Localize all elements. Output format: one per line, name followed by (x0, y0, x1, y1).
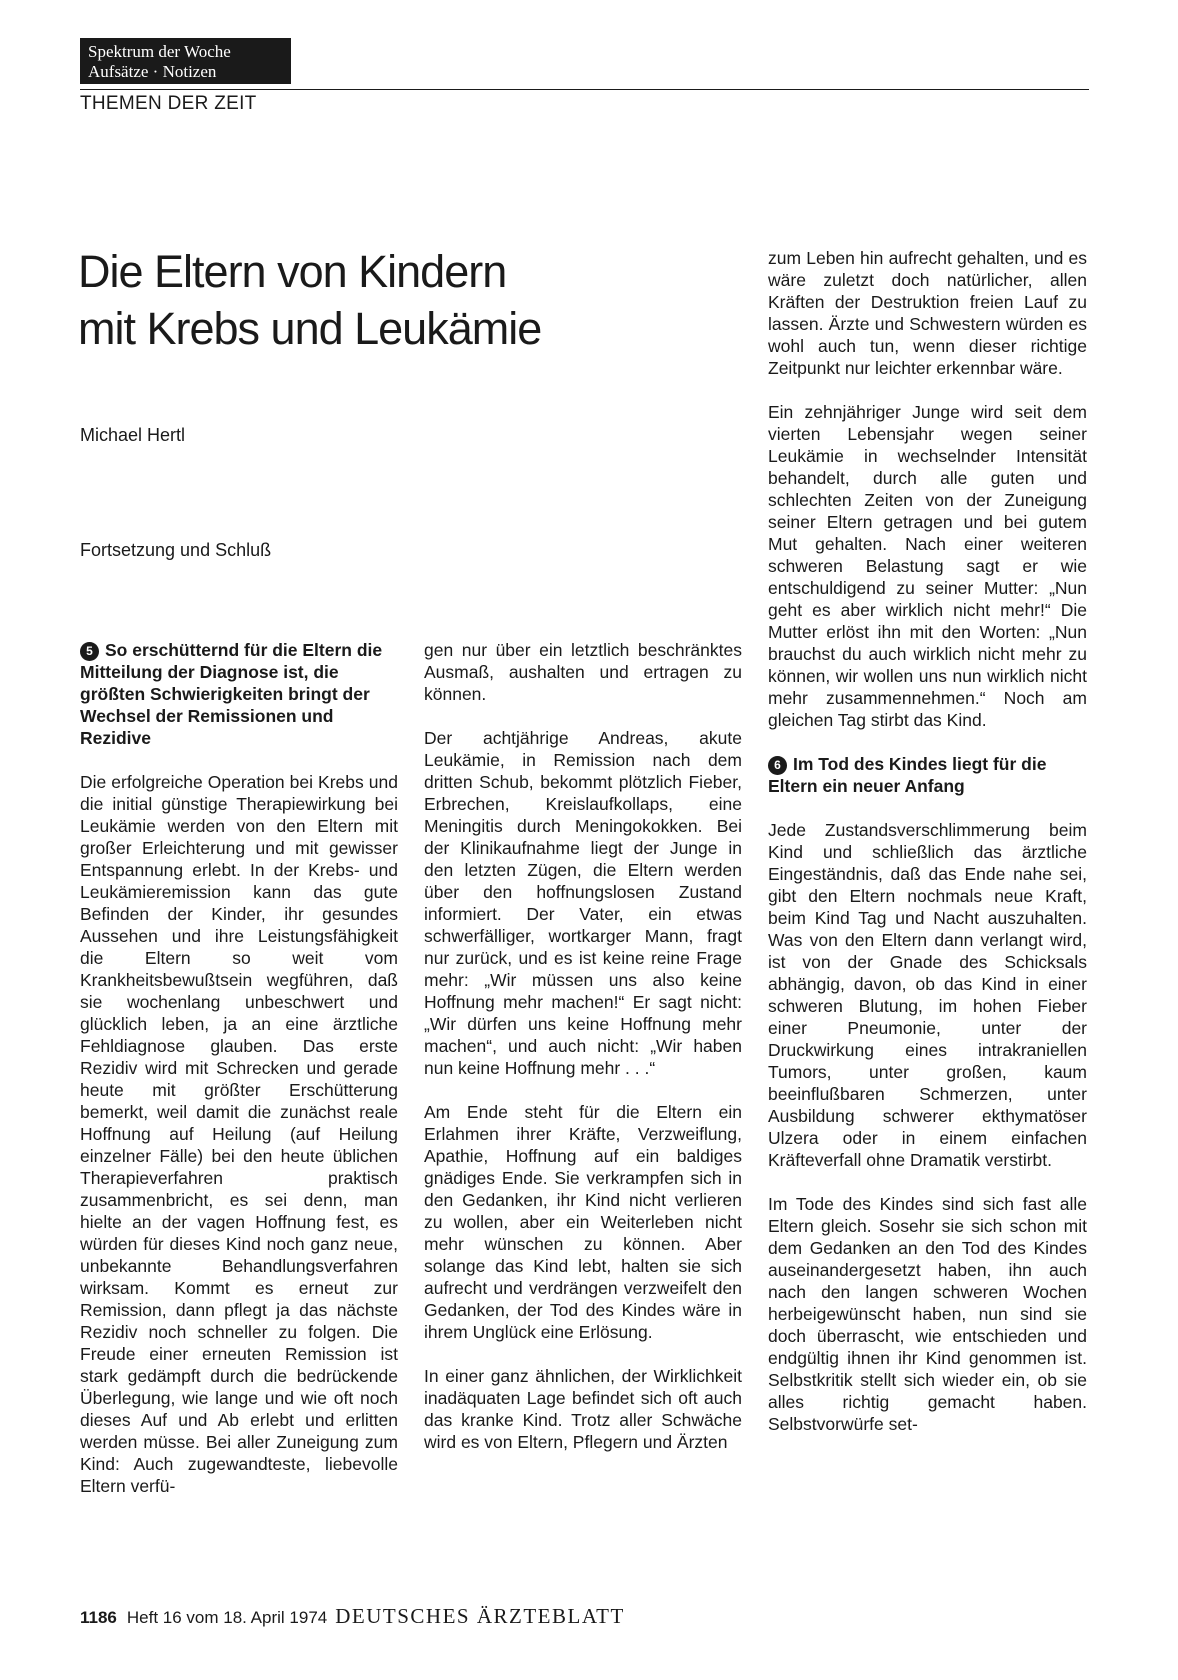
continuation-note: Fortsetzung und Schluß (80, 540, 272, 560)
paragraph: Am Ende steht für die Eltern ein Erlahmen ihrer Kräfte, Verzweiflung, Apathie, Hoffnung auf ein baldiges gnädiges Ende. Sie verkrampfen sich in den Gedanken, ihr Kind nicht verlieren zu wollen, aber ein Weiterleben nicht mehr wünschen zu können. Aber solange das Kind lebt, halten sie sich aufrecht und verdrängen verzweifelt den Gedanken, der Tod des Kindes wäre in ihrem Unglück eine Erlösung. (424, 1102, 742, 1342)
author: Michael Hertl (80, 425, 186, 445)
paragraph: Der achtjährige Andreas, akute Leukämie, in Remission nach dem dritten Schub, bekommt plötzlich Fieber, Erbrechen, Kreislaufkollaps, eine Meningitis durch Meningokokken. Bei der Klinikaufnahme liegt der Junge in den letzten Zügen, die Eltern werden über den hoffnungslosen Zustand informiert. Der Vater, ein etwas schwerfälliger, wortkarger Mann, fragt nur zurück, und es ist keine reine Frage mehr: „Wir müssen uns also keine Hoffnung mehr machen!“ Er sagt nicht: „Wir dürfen uns keine Hoffnung mehr machen“, und auch nicht: „Wir haben nun keine Hoffnung mehr . . .“ (424, 728, 742, 1078)
paragraph: gen nur über ein letztlich beschränktes Ausmaß, aushalten und ertragen zu können. (424, 640, 742, 704)
paragraph: In einer ganz ähnlichen, der Wirklichkeit inadäquaten Lage befindet sich oft auch das kranke Kind. Trotz aller Schwäche wird es von Eltern, Pflegern und Ärzten (424, 1366, 742, 1452)
column-3 (768, 247, 1087, 1435)
section-5-heading-text: So erschütternd für die Eltern die Mitteilung der Diagnose ist, die größten Schwierigkeiten bringt der Wechsel der Remissionen und Rezidive (80, 640, 383, 748)
section-box (80, 38, 291, 84)
magazine-name: DEUTSCHES ÄRZTEBLATT (335, 1604, 625, 1628)
paragraph: zum Leben hin aufrecht gehalten, und es wäre zuletzt doch natürlicher, allen Kräften der Destruktion freien Lauf zu lassen. Ärzte und Schwestern würden es wohl auch tun, wenn dieser richtige Zeitpunkt nur leichter erkennbar wäre. (768, 248, 1087, 378)
section-6-heading (768, 753, 1087, 797)
paragraph: Im Tode des Kindes sind sich fast alle Eltern gleich. Sosehr sie sich schon mit dem Gedanken an den Tod des Kindes auseinandergesetzt haben, ihn auch nach den langen schweren Wochen herbeigewünscht haben, nun sind sie doch überrascht, wie entschieden und endgültig ihnen ihr Kind genommen ist. Selbstkritik stellt sich wieder ein, ob sie alles richtig gemacht haben. Selbstvorwürfe set- (768, 1194, 1087, 1434)
section-6-heading-text: Im Tod des Kindes liegt für die Eltern ein neuer Anfang (768, 754, 1047, 796)
title-line2: mit Krebs und Leukämie (78, 303, 542, 354)
article-title (78, 243, 638, 357)
issue-info: Heft 16 vom 18. April 1974 (126, 1608, 328, 1627)
page-number: 1186 (80, 1608, 117, 1627)
section-label: THEMEN DER ZEIT (80, 93, 257, 114)
column-2 (424, 639, 742, 1453)
section-number-badge: 6 (768, 756, 787, 775)
column-1 (80, 639, 398, 1497)
section-box-line1: Spektrum der Woche (88, 42, 231, 61)
page-footer (80, 1604, 625, 1629)
paragraph: Die erfolgreiche Operation bei Krebs und die initial günstige Therapiewirkung bei Leukämie werden von den Eltern mit großer Erleichterung und mit gewisser Entspannung erlebt. In der Krebs- und Leukämieremission kann das gute Befinden der Kinder, ihr gesundes Aussehen und ihre Leistungsfähigkeit die Eltern so weit vom Krankheitsbewußtsein wegführen, daß sie wochenlang unbeschwert und glücklich leben, ja an eine ärztliche Fehldiagnose glauben. Das erste Rezidiv wird mit Schrecken und gerade heute mit größter Erschütterung bemerkt, weil damit die zunächst reale Hoffnung auf Heilung (auf Heilung einzelner Fälle) bei den heute üblichen Therapieverfahren praktisch zusammenbricht, es sei denn, man hielte an der vagen Hoffnung fest, es würden für dieses Kind noch ganz neue, unbekannte Behandlungsverfahren wirksam. Kommt es erneut zur Remission, dann pflegt ja das nächste Rezidiv noch schneller zu folgen. Die Freude einer erneuten Remission ist stark gedämpft durch die bedrückende Überlegung, wie lange und wie oft noch dieses Auf und Ab erlebt und erlitten werden müsse. Bei aller Zuneigung zum Kind: Auch zugewandteste, liebevolle Eltern verfü- (80, 772, 398, 1496)
paragraph: Jede Zustandsverschlimmerung beim Kind und schließlich das ärztliche Eingeständnis, daß das Ende nahe sei, gibt den Eltern nochmals neue Kraft, beim Kind Tag und Nacht auszuhalten. Was von den Eltern dann verlangt wird, ist von der Gnade des Schicksals abhängig, davon, ob das Kind in einer schweren Blutung, im hohen Fieber einer Pneumonie, unter der Druckwirkung eines intrakraniellen Tumors, unter großen, kaum beeinflußbaren Schmerzen, unter Ausbildung schwerer ekthymatöser Ulzera oder in einem einfachen Kräfteverfall ohne Dramatik verstirbt. (768, 820, 1087, 1170)
section-5-heading (80, 639, 398, 749)
section-number-badge: 5 (80, 642, 99, 661)
section-box-line2: Aufsätze · Notizen (88, 62, 217, 81)
header-rule (80, 89, 1089, 90)
title-line1: Die Eltern von Kindern (78, 246, 507, 297)
paragraph: Ein zehnjähriger Junge wird seit dem vierten Lebensjahr wegen seiner Leukämie in wechselnder Intensität behandelt, durch alle guten und schlechten Zeiten von der Zuneigung seiner Eltern getragen und bei gutem Mut gehalten. Nach einer weiteren schweren Belastung sagt er wie entschuldigend zu seiner Mutter: „Nun geht es aber wirklich nicht mehr!“ Die Mutter erlöst ihn mit den Worten: „Nun brauchst du auch wirklich nicht mehr zu können, wir wollen uns nun wirklich nicht mehr zusammennehmen.“ Noch am gleichen Tag stirbt das Kind. (768, 402, 1087, 730)
